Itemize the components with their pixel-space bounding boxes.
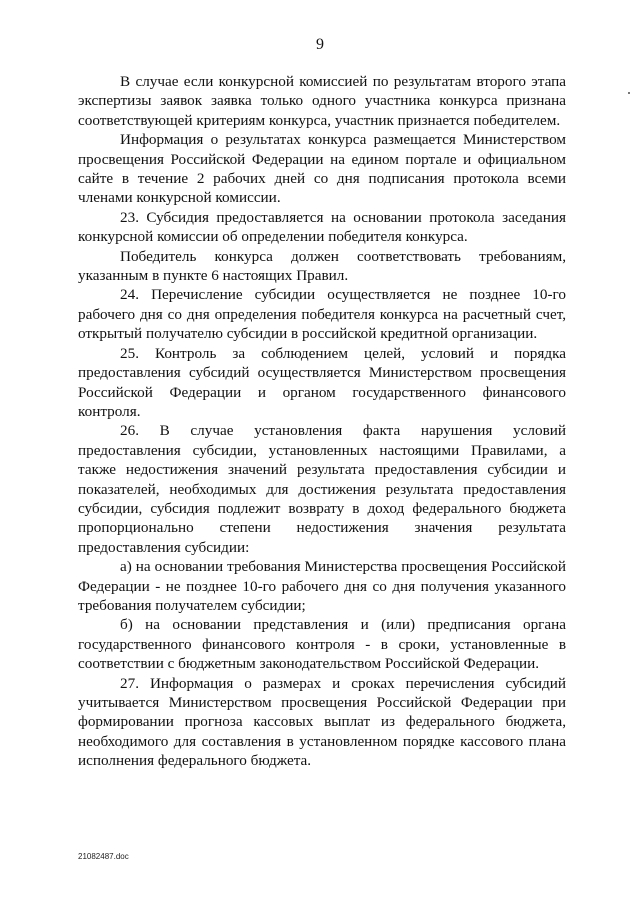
paragraph-results-publication: Информация о результатах конкурса размещается Министерством просвещения Российской Федерации на едином портале и официальном сайте в течение 2 рабочих дней со дня подписания протокола всеми членами конкурсной комиссии. — [78, 131, 566, 207]
document-body — [78, 72, 566, 771]
page-number: 9 — [316, 36, 324, 53]
paragraph-26b: б) на основании представления и (или) предписания органа государственного финансового контроля - в сроки, установленные в соответствии с бюджетным законодательством Российской Федерации. — [78, 616, 566, 673]
paragraph-23-subsidy-basis: 23. Субсидия предоставляется на основании протокола заседания конкурсной комиссии об определении победителя конкурса. — [78, 208, 566, 246]
paragraph-winner-requirements: Победитель конкурса должен соответствовать требованиям, указанным в пункте 6 настоящих Правил. — [78, 247, 566, 285]
paragraph-24-transfer: 24. Перечисление субсидии осуществляется не позднее 10-го рабочего дня со дня определения победителя конкурса на расчетный счет, открытый получателю субсидии в российской кредитной организации. — [78, 286, 566, 343]
document-code: 21082487.doc — [78, 852, 129, 861]
paragraph-27-forecast: 27. Информация о размерах и сроках перечисления субсидий учитывается Министерством просвещения Российской Федерации при формировании прогноза кассовых выплат из федерального бюджета, необходимого для составления в установленном порядке кассового плана исполнения федерального бюджета. — [78, 674, 566, 770]
paragraph-26-refund: 26. В случае установления факта нарушения условий предоставления субсидии, установленных настоящими Правилами, а также недостижения значений результата предоставления субсидии и показателей, необходимых для достижения результата предоставления субсидии, субсидия подлежит возврату в доход федерального бюджета пропорционально степени недостижения значения результата предоставления субсидии: — [78, 422, 566, 556]
paragraph-26a: а) на основании требования Министерства просвещения Российской Федерации - не позднее 10-го рабочего дня со дня получения указанного требования получателем субсидии; — [78, 558, 566, 614]
scan-edge-mark — [628, 92, 630, 94]
paragraph-25-control: 25. Контроль за соблюдением целей, условий и порядка предоставления субсидий осуществляется Министерством просвещения Российской Федерации и органом государственного финансового контроля. — [78, 344, 566, 420]
paragraph-single-participant-winner: В случае если конкурсной комиссией по результатам второго этапа экспертизы заявок заявка только одного участника конкурса признана соответствующей критериям конкурса, участник признается победителем. — [78, 73, 566, 129]
